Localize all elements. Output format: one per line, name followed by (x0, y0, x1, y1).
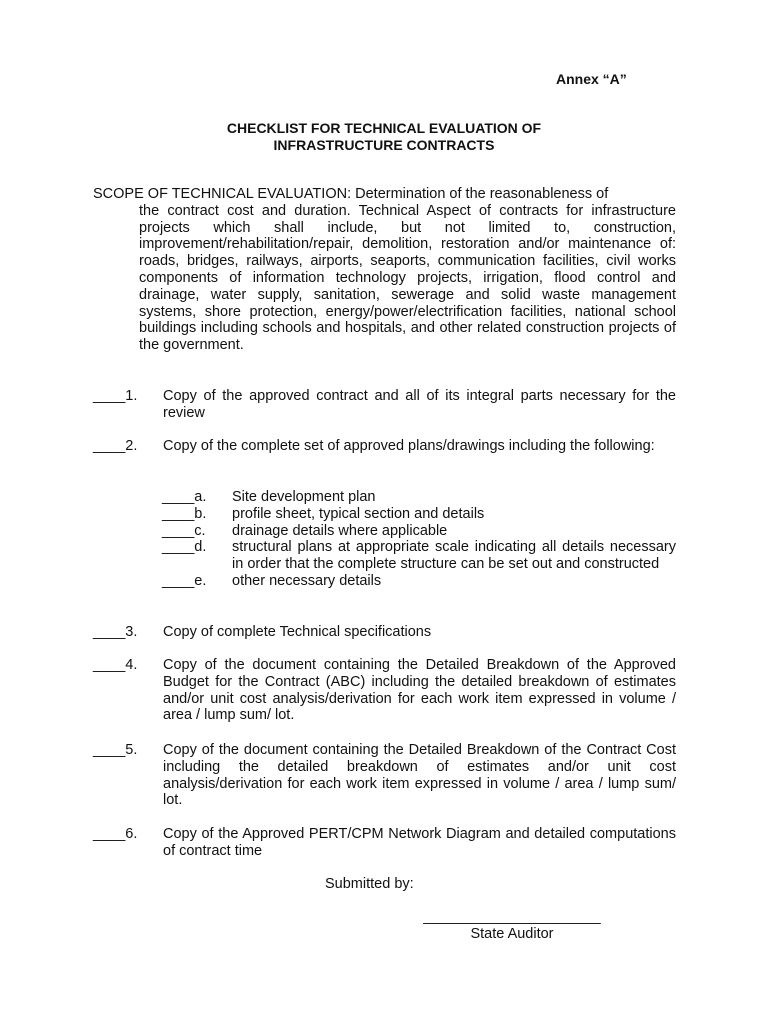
sub-item-c (162, 523, 676, 540)
sub-item-a-text: Site development plan (232, 489, 376, 505)
sub-item-d-text: structural plans at appropriate scale indicating all details necessary in order that the complete structure can be set out and constructed (232, 539, 676, 573)
title-line-1: CHECKLIST FOR TECHNICAL EVALUATION OF (226, 120, 542, 136)
title-line-2: INFRASTRUCTURE CONTRACTS (273, 137, 495, 153)
sub-item-e (162, 573, 676, 590)
scope-first-line: SCOPE OF TECHNICAL EVALUATION: Determination of the reasonableness of (93, 186, 609, 202)
sub-item-a-marker: ____a. (162, 489, 207, 505)
item-3-text: Copy of complete Technical specifications (163, 624, 432, 640)
sub-item-c-marker: ____c. (162, 522, 206, 539)
signatory-title: State Auditor (470, 926, 554, 942)
item-5-text: Copy of the document containing the Detailed Breakdown of the Contract Cost including the detailed breakdown of estimates and/or unit cost analysis/derivation for each work item expressed in volume / area / lump sum/ lot. (163, 742, 676, 809)
item-6-text: Copy of the Approved PERT/CPM Network Diagram and detailed computations of contract time (163, 826, 676, 859)
signature-line: ______________________ (423, 909, 601, 925)
checklist-item-2 (93, 438, 676, 455)
page-title (0, 120, 768, 154)
checklist-item-4 (93, 657, 676, 724)
checklist-item-1 (93, 388, 676, 422)
sub-item-e-text: other necessary details (232, 572, 382, 589)
sub-item-list (162, 489, 676, 590)
item-6-marker: ____6. (93, 826, 138, 842)
item-2-text: Copy of the complete set of approved plans/drawings including the following: (163, 438, 655, 454)
scope-paragraph (93, 186, 676, 354)
sub-item-d-marker: ____d. (162, 539, 207, 556)
sub-item-b-marker: ____b. (162, 505, 207, 522)
item-1-marker: ____1. (93, 388, 138, 404)
scope-body: the contract cost and duration. Technical Aspect of contracts for infrastructure projects which shall include, but not limited to, construction, improvement/rehabilitation/repair, demolition, restoration and/or maintenance of: roads, bridges, railways, airports, seaports, communication facilities, civil works components of information technology projects, irrigation, flood control and drainage, water supply, sanitation, sewerage and solid waste management systems, shore protection, energy/power/electrification facilities, national school buildings including schools and hospitals, and other related construction projects of the government. (139, 202, 676, 354)
checklist-item-3 (93, 624, 676, 641)
annex-label: Annex “A” (556, 71, 627, 87)
item-4-text: Copy of the document containing the Detailed Breakdown of the Approved Budget for the Contract (ABC) including the detailed breakdown of estimates and/or unit cost analysis/derivation for each work item expressed in volume / area / lump sum/ lot. (163, 657, 676, 724)
sub-item-b (162, 506, 676, 523)
item-2-marker: ____2. (93, 438, 138, 454)
sub-item-c-text: drainage details where applicable (232, 522, 448, 539)
item-4-marker: ____4. (93, 657, 138, 673)
submitted-by-label: Submitted by: (325, 876, 414, 892)
checklist-item-6 (93, 826, 676, 860)
item-1-text: Copy of the approved contract and all of its integral parts necessary for the review (163, 388, 676, 421)
checklist-item-5 (93, 742, 676, 809)
item-3-marker: ____3. (93, 624, 138, 640)
sub-item-b-text: profile sheet, typical section and details (232, 505, 485, 522)
sub-item-a (162, 489, 676, 506)
item-5-marker: ____5. (93, 742, 138, 758)
sub-item-d (162, 539, 676, 573)
sub-item-e-marker: ____e. (162, 572, 207, 589)
